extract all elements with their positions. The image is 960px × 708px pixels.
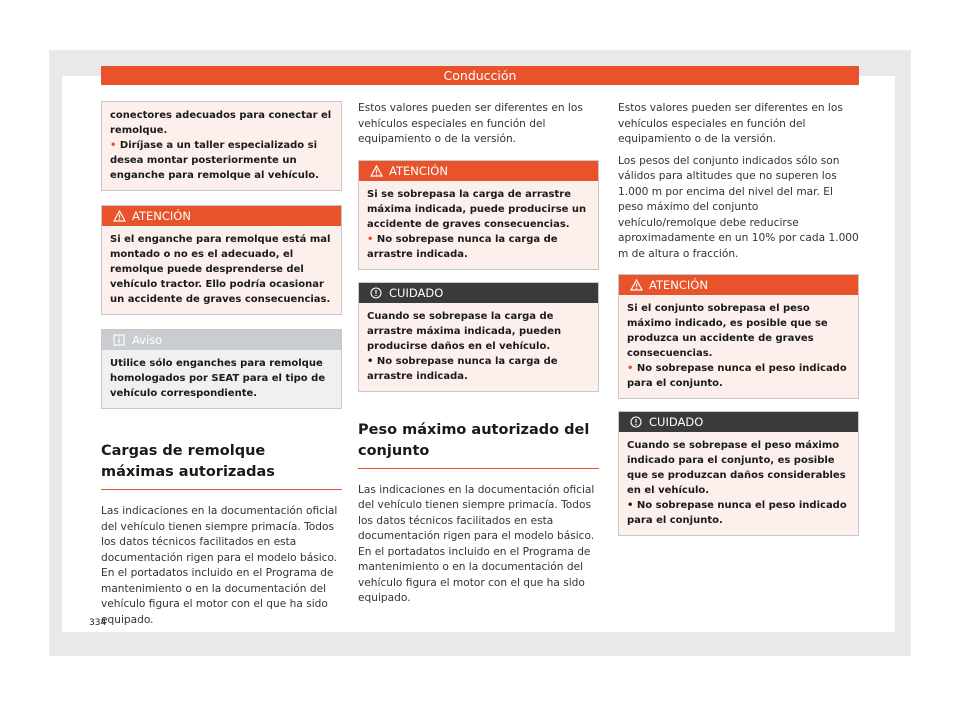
continued-text: conectores adecuados para conectar el remolque. <box>110 110 332 136</box>
caution-circle-icon <box>629 415 643 429</box>
warning-box <box>618 274 859 399</box>
caution-box <box>618 411 859 536</box>
body-paragraph: Estos valores pueden ser diferentes en los vehículos especiales en función del equipamiento o de la versión. <box>618 102 843 145</box>
section-heading: Peso máximo autorizado del conjunto <box>358 420 599 469</box>
note-box <box>101 329 342 409</box>
section-header: Conducción <box>101 66 859 85</box>
page-number: 334 <box>89 618 107 628</box>
bullet-item: • No sobrepase nunca el peso indicado para el conjunto. <box>627 500 847 526</box>
bullet-icon: • <box>627 500 634 511</box>
bullet-icon: • <box>367 355 374 367</box>
bullet-item: • No sobrepase nunca la carga de arrastre indicada. <box>367 233 558 260</box>
section-heading: Cargas de remolque máximas autorizadas <box>101 441 342 490</box>
caution-header <box>619 412 858 432</box>
bullet-item: • No sobrepase nunca la carga de arrastre indicada. <box>367 355 558 382</box>
caution-header <box>359 283 598 303</box>
body-paragraph: Las indicaciones en la documentación oficial del vehículo tienen siempre primacía. Todos los datos técnicos facilitados en esta documentación rigen para el modelo básico. En el portadatos incluido en el Programa de mantenimiento o en la documentación del vehículo figura el motor con el que ha sido equipado. <box>101 505 338 626</box>
bullet-icon: • <box>367 233 374 245</box>
column-2 <box>358 101 599 613</box>
body-paragraph: Las indicaciones en la documentación oficial del vehículo tienen siempre primacía. Todos los datos técnicos facilitados en esta documentación rigen para el modelo básico. En el portadatos incluido en el Programa de mantenimiento o en la documentación del vehículo figura el motor con el que ha sido equipado. <box>358 483 595 604</box>
body-paragraph: Los pesos del conjunto indicados sólo son válidos para altitudes que no superen los 1.000 m por encima del nivel del mar. El peso máximo del conjunto vehículo/remolque debe reducirse aproximadamente en un 10% por cada 1.000 m de altura o fracción. <box>618 154 859 260</box>
warning-box <box>358 160 599 270</box>
warning-text: Si el conjunto sobrepasa el peso máximo indicado, es posible que se produzca un accidente de graves consecuencias. <box>627 303 828 359</box>
body-paragraph: Estos valores pueden ser diferentes en los vehículos especiales en función del equipamiento o de la versión. <box>358 102 583 145</box>
warning-triangle-icon <box>369 164 383 178</box>
warning-header <box>619 275 858 295</box>
warning-title: ATENCIÓN <box>132 209 191 223</box>
caution-text: Cuando se sobrepase la carga de arrastre máxima indicada, pueden producirse daños en el vehículo. <box>367 310 562 352</box>
bullet-item: • No sobrepase nunca el peso indicado para el conjunto. <box>627 363 847 389</box>
warning-triangle-icon <box>112 209 126 223</box>
caution-text: Cuando se sobrepase el peso máximo indicado para el conjunto, es posible que se produzcan daños considerables en el vehículo. <box>627 440 846 496</box>
warning-header <box>359 161 598 181</box>
note-text: Utilice sólo enganches para remolque homologados por SEAT para el tipo de vehículo correspondiente. <box>110 358 326 399</box>
info-icon <box>112 333 126 347</box>
warning-text: Si el enganche para remolque está mal montado o no es el adecuado, el remolque puede desprenderse del vehículo tractor. Ello podría ocasionar un accidente de graves consecuencias. <box>110 234 331 305</box>
warning-box <box>101 205 342 315</box>
note-title: Aviso <box>132 333 163 347</box>
warning-text: Si se sobrepasa la carga de arrastre máxima indicada, puede producirse un accidente de graves consecuencias. <box>367 188 587 230</box>
caution-title: CUIDADO <box>389 285 444 300</box>
caution-title: CUIDADO <box>649 415 704 429</box>
warning-header <box>102 206 341 226</box>
column-1 <box>101 101 342 634</box>
bullet-icon: • <box>627 363 634 374</box>
caution-box <box>358 282 599 392</box>
column-3 <box>618 101 859 546</box>
continued-warning-box <box>101 101 342 191</box>
warning-title: ATENCIÓN <box>389 163 448 178</box>
warning-triangle-icon <box>629 278 643 292</box>
caution-circle-icon <box>369 286 383 300</box>
bullet-item: • Diríjase a un taller especializado si desea montar posteriormente un enganche para remolque al vehículo. <box>110 140 319 181</box>
warning-title: ATENCIÓN <box>649 278 708 292</box>
note-header <box>102 330 341 350</box>
bullet-icon: • <box>110 140 117 151</box>
